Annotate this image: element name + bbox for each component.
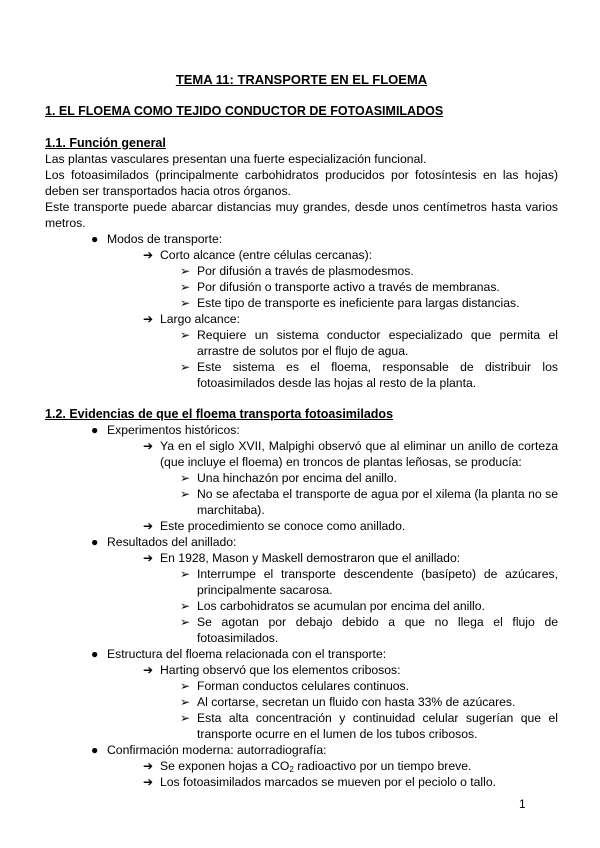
list-item <box>45 646 558 742</box>
list-item-text: Al cortarse, secretan un fluido con hasta 33% de azúcares. <box>197 695 516 709</box>
list-item <box>180 359 558 391</box>
list-item-text: Estructura del floema relacionada con el transporte: <box>107 647 387 661</box>
list-item <box>180 470 558 486</box>
bullet-list <box>45 422 558 790</box>
list-item <box>180 598 558 614</box>
list-item-text: Por difusión o transporte activo a través de membranas. <box>197 280 500 294</box>
list-item <box>180 279 558 295</box>
bullet-list <box>45 231 558 391</box>
bullet-icon: ● <box>91 535 99 549</box>
list-item <box>180 566 558 598</box>
list-item-text: Una hinchazón por encima del anillo. <box>197 471 397 485</box>
list-item <box>143 758 558 774</box>
arrow-icon: ➔ <box>143 759 154 773</box>
list-item-text: Requiere un sistema conductor especializado que permita el arrastre de solutos por el flujo de agua. <box>197 328 558 358</box>
page-title: TEMA 11: TRANSPORTE EN EL FLOEMA <box>175 72 428 87</box>
list-item-text: Experimentos históricos: <box>107 423 240 437</box>
list-item-text: Esta alta concentración y continuidad celular sugerían que el transporte ocurre en el lumen de los tubos cribosos. <box>197 711 558 741</box>
list-item-text: Harting observó que los elementos cribosos: <box>160 663 401 677</box>
paragraph: Este transporte puede abarcar distancias muy grandes, desde unos centímetros hasta varios metros. <box>45 200 558 230</box>
triangle-arrow-icon: ➢ <box>180 280 191 294</box>
list-item-text: Los fotoasimilados marcados se mueven por el peciolo o tallo. <box>160 775 497 789</box>
triangle-arrow-icon: ➢ <box>180 615 191 629</box>
paragraph: Las plantas vasculares presentan una fuerte especialización funcional. <box>45 152 427 166</box>
arrow-icon: ➔ <box>143 551 154 565</box>
list-item <box>180 327 558 359</box>
arrow-icon: ➔ <box>143 775 154 789</box>
list-item <box>45 742 558 790</box>
arrow-icon: ➔ <box>143 663 154 677</box>
subsection-heading: 1.1. Función general <box>45 136 166 150</box>
list-item-text: Resultados del anillado: <box>107 535 237 549</box>
list-item <box>143 311 558 391</box>
bullet-icon: ● <box>91 232 99 246</box>
list-item <box>180 263 558 279</box>
paragraph: Los fotoasimilados (principalmente carbohidratos producidos por fotosíntesis en las hojas) deben ser transportados hacia otros órganos. <box>45 168 558 198</box>
bullet-icon: ● <box>91 743 99 757</box>
arrow-icon: ➔ <box>143 312 154 326</box>
triangle-arrow-icon: ➢ <box>180 711 191 725</box>
list-item-text: Los carbohidratos se acumulan por encima del anillo. <box>197 599 485 613</box>
list-item-text: Por difusión a través de plasmodesmos. <box>197 264 414 278</box>
list-item <box>143 438 558 518</box>
list-item <box>180 295 558 311</box>
list-item <box>45 231 558 391</box>
triangle-arrow-icon: ➢ <box>180 264 191 278</box>
section-heading: 1. EL FLOEMA COMO TEJIDO CONDUCTOR DE FOTOASIMILADOS <box>45 104 444 118</box>
arrow-icon: ➔ <box>143 519 154 533</box>
list-item <box>45 534 558 646</box>
triangle-arrow-icon: ➢ <box>180 599 191 613</box>
list-item <box>143 662 558 742</box>
list-item-text: Corto alcance (entre células cercanas): <box>160 248 373 262</box>
list-item <box>180 614 558 646</box>
triangle-arrow-icon: ➢ <box>180 487 191 501</box>
page-number: 1 <box>519 797 526 811</box>
arrow-icon: ➔ <box>143 439 154 453</box>
bullet-icon: ● <box>91 647 99 661</box>
list-item <box>143 774 558 790</box>
list-item <box>143 550 558 646</box>
list-item-text: Largo alcance: <box>160 312 240 326</box>
list-item-text: Este procedimiento se conoce como anillado. <box>160 519 406 533</box>
list-item <box>180 678 558 694</box>
list-item <box>180 710 558 742</box>
subsection-heading: 1.2. Evidencias de que el floema transporta fotoasimilados <box>45 407 394 421</box>
triangle-arrow-icon: ➢ <box>180 679 191 693</box>
list-item-text: Este sistema es el floema, responsable de distribuir los fotoasimilados desde las hojas al resto de la planta. <box>197 360 558 390</box>
list-item-text: Ya en el siglo XVII, Malpighi observó que al eliminar un anillo de corteza (que incluye el floema) en troncos de plantas leñosas, se producía: <box>160 439 558 469</box>
list-item-text: Modos de transporte: <box>107 232 223 246</box>
triangle-arrow-icon: ➢ <box>180 328 191 342</box>
bullet-icon: ● <box>91 423 99 437</box>
list-item <box>180 694 558 710</box>
triangle-arrow-icon: ➢ <box>180 695 191 709</box>
list-item-text: En 1928, Mason y Maskell demostraron que el anillado: <box>160 551 461 565</box>
arrow-icon: ➔ <box>143 248 154 262</box>
triangle-arrow-icon: ➢ <box>180 360 191 374</box>
list-item <box>45 422 558 534</box>
triangle-arrow-icon: ➢ <box>180 296 191 310</box>
list-item-text: Se agotan por debajo debido a que no llega el flujo de fotoasimilados. <box>197 615 558 645</box>
list-item-text: Interrumpe el transporte descendente (basípeto) de azúcares, principalmente sacarosa. <box>197 567 558 597</box>
list-item-text: Forman conductos celulares continuos. <box>197 679 410 693</box>
list-item-text: Se exponen hojas a $CO_2$ radioactivo por un tiempo breve. <box>160 759 472 774</box>
list-item-text: No se afectaba el transporte de agua por el xilema (la planta no se marchitaba). <box>197 487 558 517</box>
triangle-arrow-icon: ➢ <box>180 471 191 485</box>
triangle-arrow-icon: ➢ <box>180 567 191 581</box>
list-item <box>143 247 558 311</box>
list-item-text: Confirmación moderna: autorradiografía: <box>107 743 327 757</box>
list-item <box>143 518 558 534</box>
list-item-text: Este tipo de transporte es ineficiente para largas distancias. <box>197 296 520 310</box>
list-item <box>180 486 558 518</box>
document-page <box>45 72 558 790</box>
